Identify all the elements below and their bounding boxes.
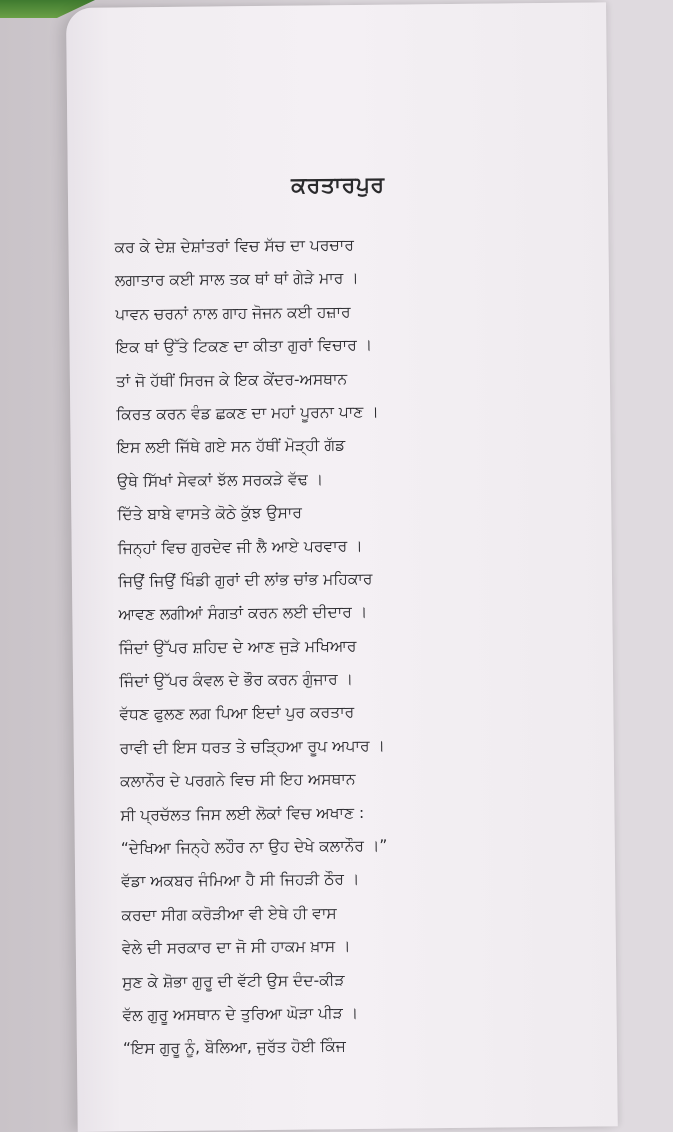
poem-line: ਕਰਦਾ ਸੀਗ ਕਰੋੜੀਆ ਵੀ ਏਥੇ ਹੀ ਵਾਸ: [121, 904, 337, 925]
poem-title: ਕਰਤਾਰਪੁਰ: [290, 172, 385, 199]
poem-line: ਜਿਨ੍ਹਾਂ ਵਿਚ ਗੁਰਦੇਵ ਜੀ ਲੈ ਆਏ ਪਰਵਾਰ ।: [117, 536, 363, 558]
poem-line: ਪਾਵਨ ਚਰਨਾਂ ਨਾਲ ਗਾਹ ਜੋਜਨ ਕਈ ਹਜ਼ਾਰ: [115, 302, 351, 324]
book-page: [66, 2, 618, 1132]
poem-line: “ਇਸ ਗੁਰੂ ਨੂੰ, ਬੋਲਿਆ, ਜੁਰੱਤ ਹੋਈ ਕਿੰਜ: [122, 1037, 346, 1058]
poem-line: ਵੱਲ ਗੁਰੂ ਅਸਥਾਨ ਦੇ ਤੁਰਿਆ ਘੋੜਾ ਪੀੜ ।: [122, 1003, 359, 1025]
poem-line: ਕਰ ਕੇ ਦੇਸ਼ ਦੇਸ਼ਾਂਤਰਾਂ ਵਿਚ ਸੱਚ ਦਾ ਪਰਚਾਰ: [114, 235, 355, 257]
poem-line: ਸੀ ਪ੍ਰਚੱਲਤ ਜਿਸ ਲਈ ਲੋਕਾਂ ਵਿਚ ਅਖਾਣ :: [120, 803, 365, 825]
poem-line: ਜਿਉਂ ਜਿਉਂ ਖਿੰਡੀ ਗੁਰਾਂ ਦੀ ਲਾਂਭ ਚਾਂਭ ਮਹਿਕਾਰ: [117, 569, 373, 591]
poem-line: ਰਾਵੀ ਦੀ ਇਸ ਧਰਤ ਤੇ ਚੜ੍ਹਿਆ ਰੂਪ ਅਪਾਰ ।: [119, 736, 385, 758]
poem-lines: [114, 227, 593, 1067]
poem-line: ਉਥੇ ਸਿੱਖਾਂ ਸੇਵਕਾਂ ਝੱਲ ਸਰਕੜੇ ਵੱਢ ।: [116, 470, 324, 491]
poem-line: ਜਿੰਦਾਂ ਉੱਪਰ ਸ਼ਹਿਦ ਦੇ ਆਣ ਜੁੜੇ ਮਖਿਆਰ: [118, 636, 357, 658]
poem-line: ਕਿਰਤ ਕਰਨ ਵੰਡ ਛਕਣ ਦਾ ਮਹਾਂ ਪੂਰਨਾ ਪਾਣ ।: [116, 402, 379, 424]
poem-line: ਵੱਧਣ ਫੁਲਣ ਲਗ ਪਿਆ ਇਦਾਂ ਪੁਰ ਕਰਤਾਰ: [119, 703, 355, 724]
poem-line: ਸੁਣ ਕੇ ਸ਼ੋਭਾ ਗੁਰੂ ਦੀ ਵੱਟੀ ਉਸ ਦੰਦ-ਕੀੜ: [122, 970, 345, 992]
poem-line: ਤਾਂ ਜੋ ਹੱਥੀਂ ਸਿਰਜ ਕੇ ਇਕ ਕੇਂਦਰ-ਅਸਥਾਨ: [115, 369, 348, 391]
poem-line: ਇਸ ਲਈ ਜਿੱਥੇ ਗਏ ਸਨ ਹੱਥੀਂ ਮੋੜ੍ਹੀ ਗੱਡ: [116, 436, 346, 457]
poem-line: ਦਿੱਤੇ ਬਾਬੇ ਵਾਸਤੇ ਕੋਠੇ ਕੁੱਝ ਉਸਾਰ: [117, 503, 303, 524]
poem-line: ਕਲਾਨੌਰ ਦੇ ਪਰਗਨੇ ਵਿਚ ਸੀ ਇਹ ਅਸਥਾਨ: [120, 770, 356, 791]
poem-line: “ਦੇਖਿਆ ਜਿਨ੍ਹੇ ਲਹੌਰ ਨਾ ਉਹ ਦੇਖੇ ਕਲਾਨੌਰ ।”: [120, 836, 388, 858]
poem-line: ਆਵਣ ਲਗੀਆਂ ਸੰਗਤਾਂ ਕਰਨ ਲਈ ਦੀਦਾਰ ।: [118, 603, 368, 624]
poem-line: ਜਿੰਦਾਂ ਉੱਪਰ ਕੰਵਲ ਦੇ ਭੌਰ ਕਰਨ ਗੁੰਜਾਰ ।: [118, 670, 354, 691]
poem-line: ਇਕ ਥਾਂ ਉੱਤੇ ਟਿਕਣ ਦਾ ਕੀਤਾ ਗੁਰਾਂ ਵਿਚਾਰ ।: [115, 335, 373, 357]
poem-line: ਲਗਾਤਾਰ ਕਈ ਸਾਲ ਤਕ ਥਾਂ ਥਾਂ ਗੇੜੇ ਮਾਰ ।: [114, 269, 359, 290]
poem-line: ਵੱਡਾ ਅਕਬਰ ਜੰਮਿਆ ਹੈ ਸੀ ਜਿਹੜੀ ਠੌਰ ।: [121, 870, 360, 891]
poem-line: ਵੇਲੇ ਦੀ ਸਰਕਾਰ ਦਾ ਜੋ ਸੀ ਹਾਕਮ ਖ਼ਾਸ ।: [121, 937, 351, 958]
